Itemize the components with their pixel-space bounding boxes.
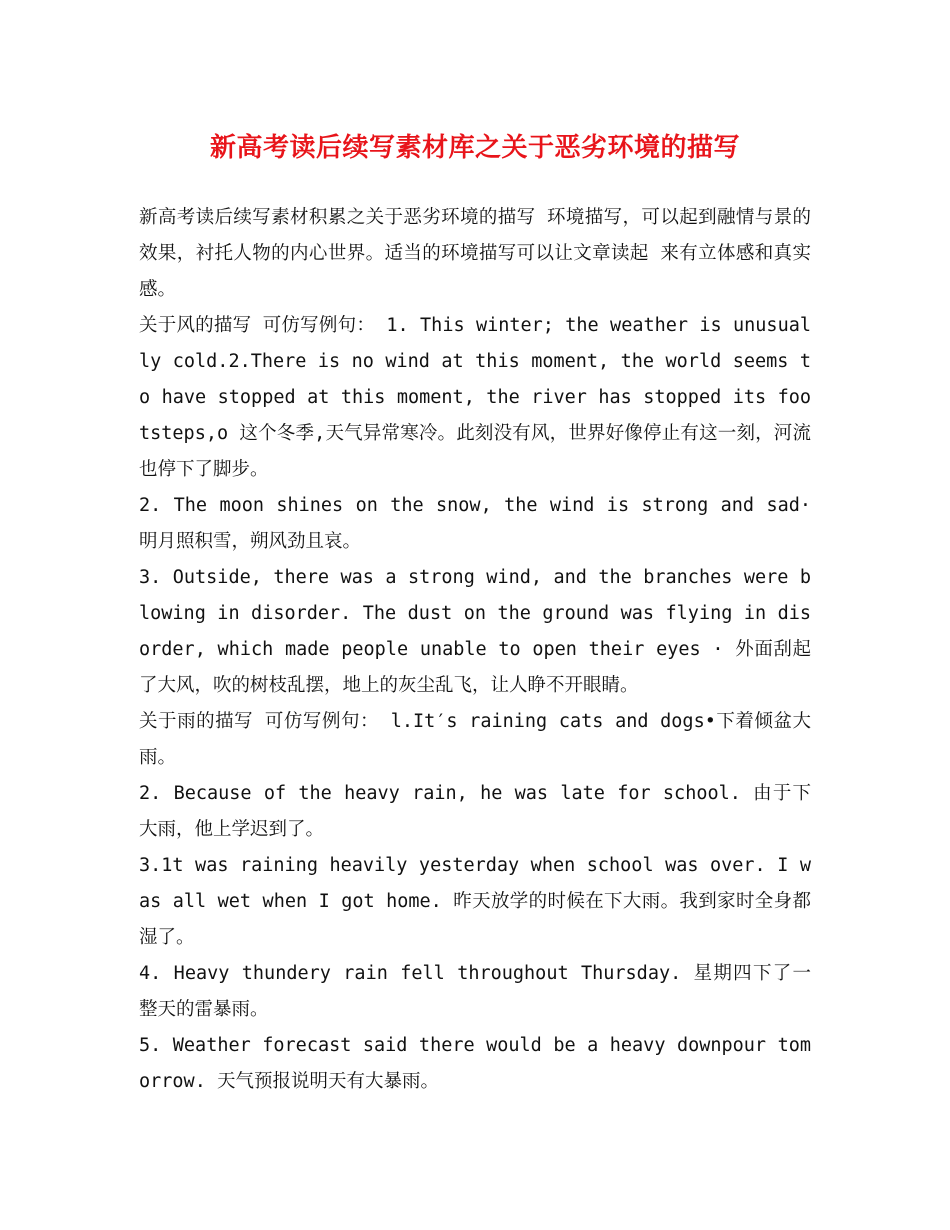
paragraph-wind-examples: 关于风的描写 可仿写例句： 1. This winter; the weather is unusually cold.2.There is no wind at this moment, the world seems to have stopped at this moment, the river has stopped its footsteps,o 这个冬季,天气异常寒冷。此刻没有风，世界好像停止有这一刻，河流也停下了脚步。 <box>139 315 811 480</box>
document-title: 新高考读后续写素材库之关于恶劣环境的描写 <box>209 133 740 163</box>
document-body <box>139 200 811 1100</box>
paragraph-rain-2: 2. Because of the heavy rain, he was late for school. 由于下大雨，他上学迟到了。 <box>139 783 811 840</box>
paragraph-intro: 新高考读后续写素材积累之关于恶劣环境的描写 环境描写，可以起到融情与景的效果，衬托人物的内心世界。适当的环境描写可以让文章读起 来有立体感和真实感。 <box>139 207 811 300</box>
paragraph-rain-3: 3.1t was raining heavily yesterday when school was over. I was all wet when I got home. 昨天放学的时候在下大雨。我到家时全身都湿了。 <box>139 855 811 948</box>
paragraph-wind-3: 3. Outside, there was a strong wind, and the branches were blowing in disorder. The dust on the ground was flying in disorder, which made people unable to open their eyes · 外面刮起了大风，吹的树枝乱摆，地上的灰尘乱飞，让人睁不开眼睛。 <box>139 567 811 696</box>
paragraph-rain-5: 5. Weather forecast said there would be a heavy downpour tomorrow. 天气预报说明天有大暴雨。 <box>139 1035 811 1092</box>
paragraph-wind-2: 2. The moon shines on the snow, the wind is strong and sad·明月照积雪，朔风劲且哀。 <box>139 495 811 552</box>
paragraph-rain-4: 4. Heavy thundery rain fell throughout Thursday. 星期四下了一整天的雷暴雨。 <box>139 963 811 1020</box>
paragraph-rain-examples: 关于雨的描写 可仿写例句： l.It′s raining cats and dogs•下着倾盆大雨。 <box>139 711 811 768</box>
